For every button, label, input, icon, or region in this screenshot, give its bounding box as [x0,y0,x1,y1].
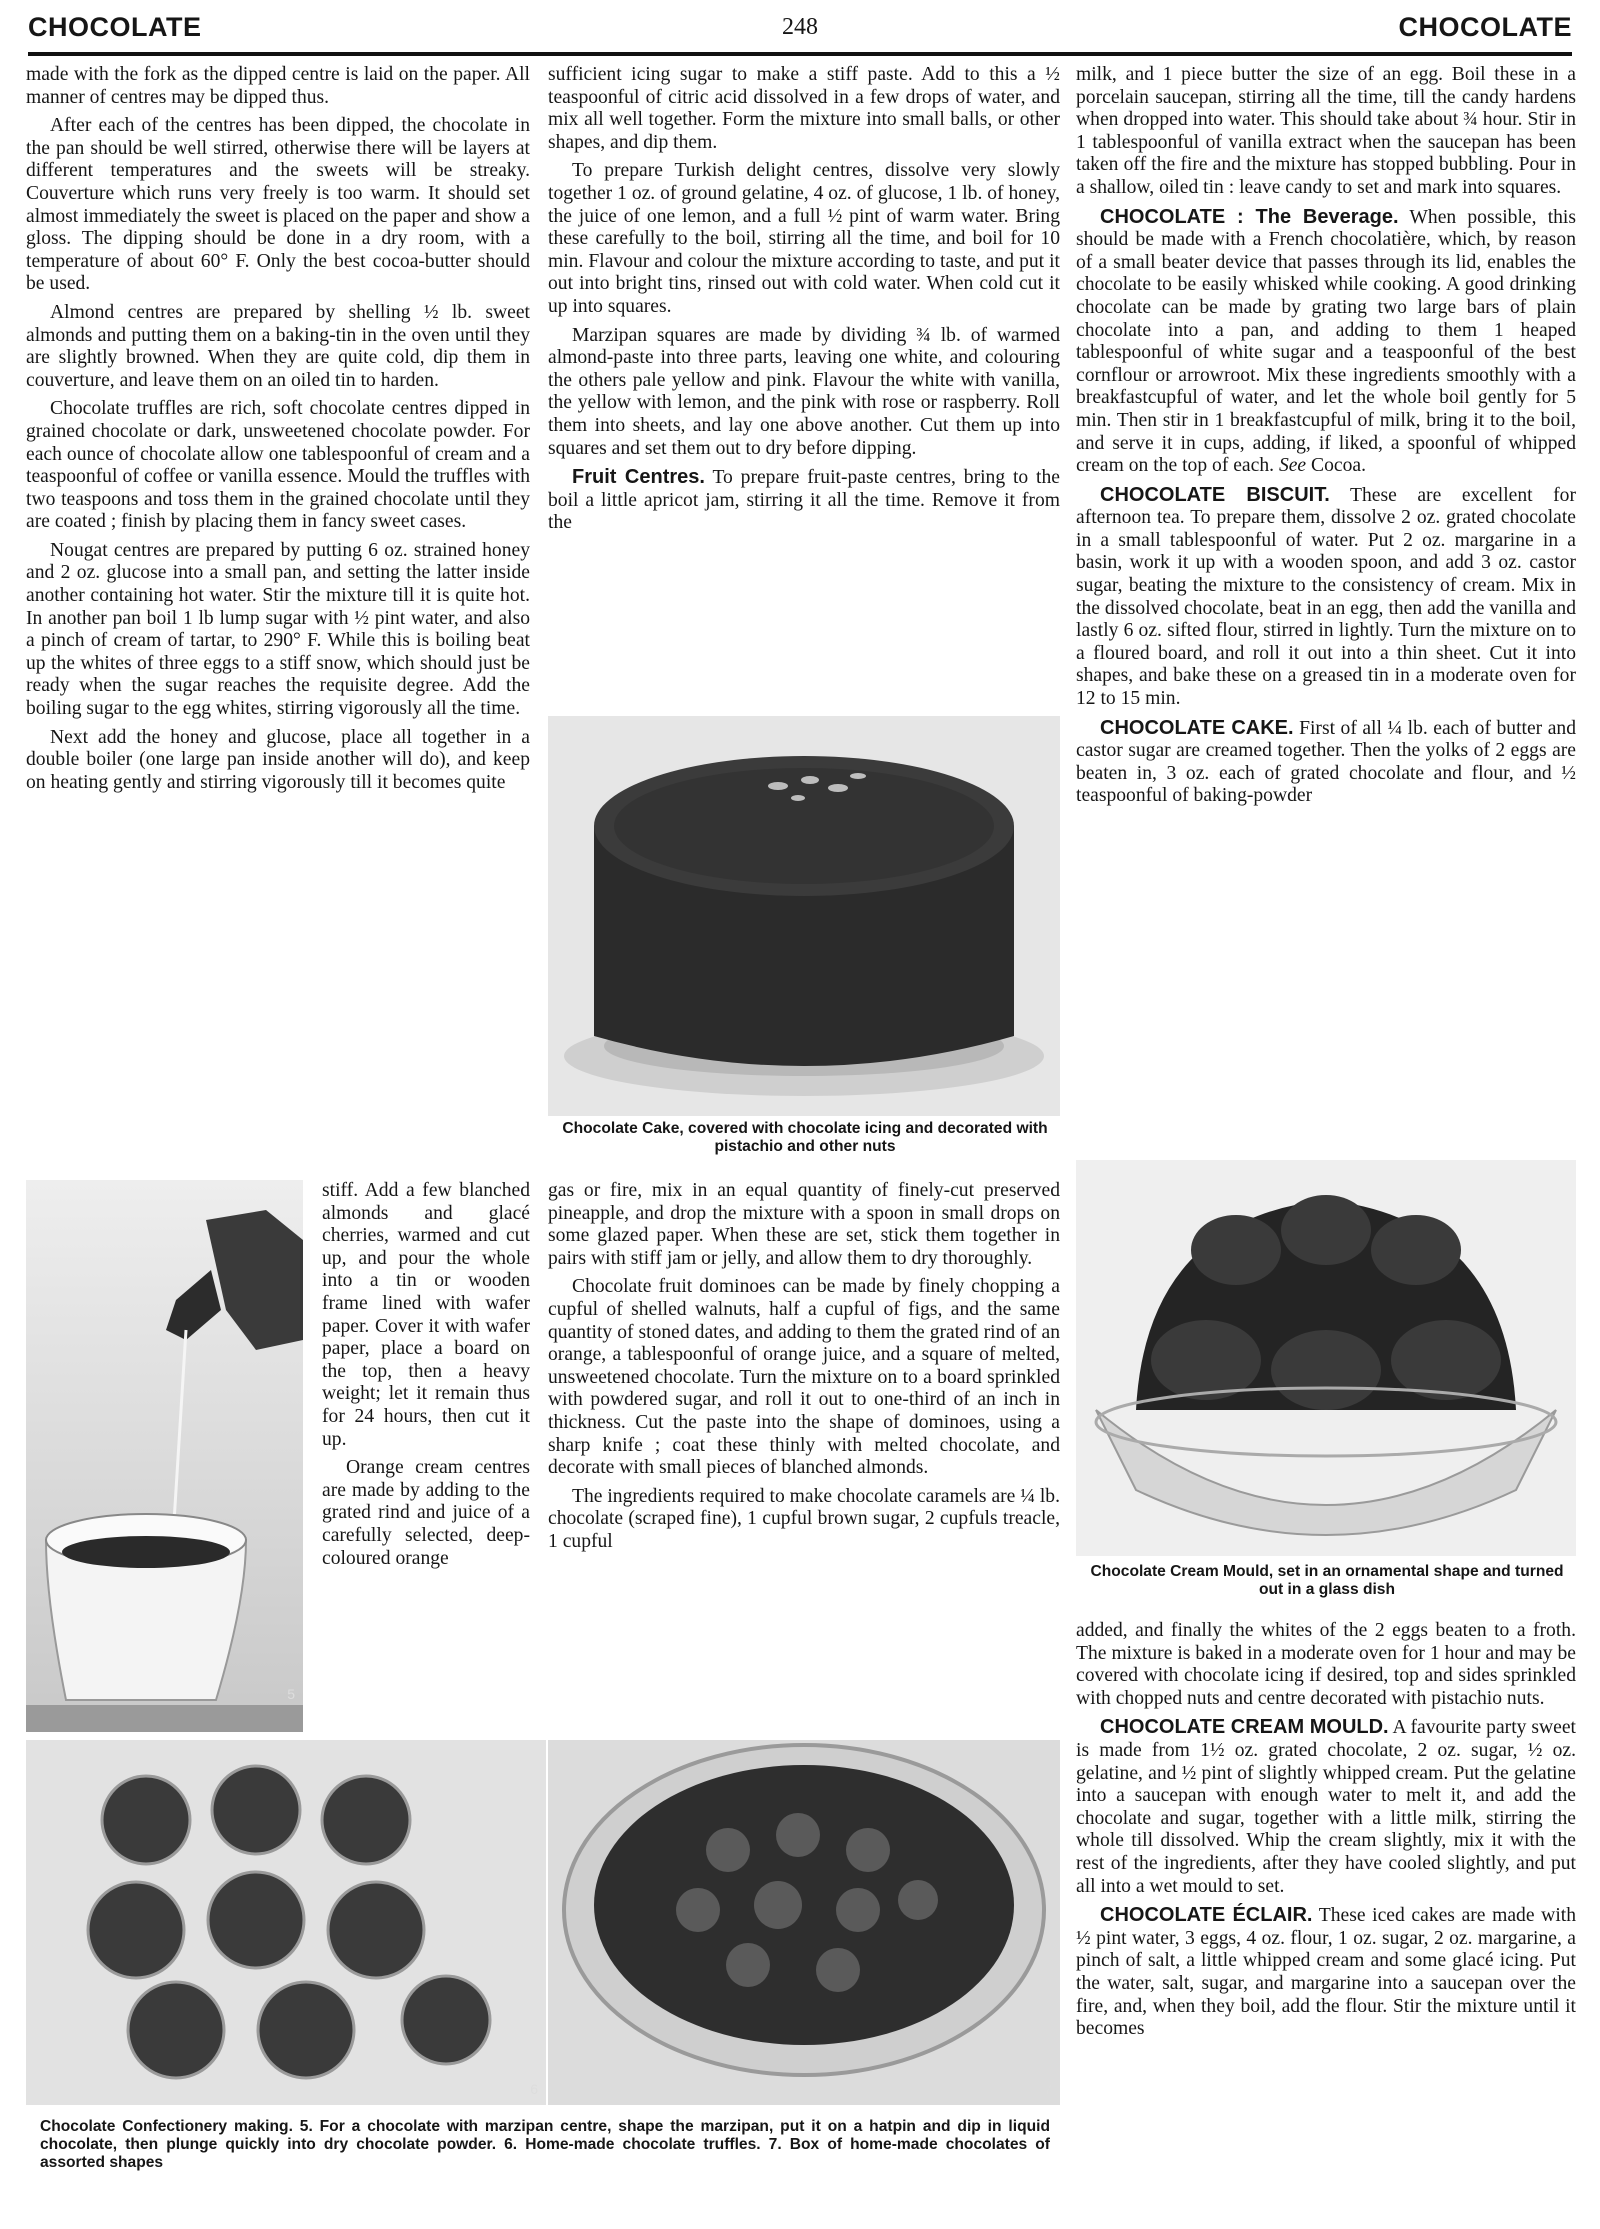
cake-caption: Chocolate Cake, covered with chocolate icing and decorated with pistachio and other nuts [562,1120,1048,1155]
col1-paragraph-1: made with the fork as the dipped centre is laid on the paper. All manner of centres may be dipped thus. [26,64,530,108]
figure-6-number: 6 [530,2081,538,2097]
chocolate-cake-photo [548,716,1060,1116]
cake-text: First of all ¼ lb. each of butter and castor sugar are creamed together. Then the yolks of 2 eggs are beaten in, 3 oz. each of grated chocolate and flour, and ½ teaspoonful of baking-powder [1076,717,1576,807]
eclair-text: These iced cakes are made with ½ pint water, 3 eggs, 4 oz. flour, 1 oz. sugar, 2 oz. margarine, a pinch of salt, a little whipped cream and some glacé icing. Put the water, salt, sugar, and margarine into a saucepan over the fire, and, when they boil, add the flour. Stir the mixture until it becomes [1076,1905,1577,2040]
col3-paragraph-2: added, and finally the whites of the 2 eggs beaten to a froth. The mixture is baked in a moderate oven for 1 hour and may be covered with chocolate icing if desired, top and sides sprinkled with chopped nuts and centre decorated with pistachio nuts. [1076,1620,1576,1709]
figure-7-photo [548,1740,1060,2105]
col2-paragraph-1: sufficient icing sugar to make a stiff paste. Add to this a ½ teaspoonful of citric acid dissolved in a few drops of water, and mix all well together. Form the mixture into small balls, or other shapes, and dip them. [548,64,1060,153]
eclair-paragraph [1076,1904,1576,2041]
mould-caption: Chocolate Cream Mould, set in an ornamental shape and turned out in a glass dish [1090,1563,1564,1598]
col1-narrow-paragraph-1: stiff. Add a few blanched almonds and glacé cherries, warmed and cut up, and pour the whole into a tin or wooden frame lined with wafer paper. Cover it with wafer paper, place a board on the top, then a heavy weight; let it remain thus for 24 hours, then cut it up. [322,1180,530,1450]
column-1 [26,64,530,1174]
see-label: See [1278,455,1307,477]
col1-paragraph-4: Chocolate truffles are rich, soft chocolate centres dipped in grained chocolate or dark, unsweetened chocolate powder. For each ounce of chocolate allow one tablespoonful of cream and a teaspoonful of coffee or vanilla essence. Mould the truffles with two teaspoons and toss them in the grained chocolate until they are coated ; finish by placing them in fancy sweet cases. [26,398,530,533]
fruit-centres-text: To prepare fruit-paste centres, bring to the boil a little apricot jam, stirring it all the time. Remove it from the [548,467,1060,534]
column-2 [548,64,1060,704]
col2-paragraph-6: The ingredients required to make chocolate caramels are ¼ lb. chocolate (scraped fine), 1 cupful brown sugar, 2 cupfuls treacle, 1 cupful [548,1485,1060,1552]
col2-paragraph-5: Chocolate fruit dominoes can be made by finely chopping a cupful of shelled walnuts, half a cupful of figs, and the same quantity of stoned dates, and adding to them the grated rind of an orange, a tablespoonful of orange juice, and a square of melted, unsweetened chocolate. Turn the mixture on to a board sprinkled with powdered sugar, and roll it out to one-third of an inch in thickness. Cut the paste into the shape of dominoes, using a sharp knife ; coat these thinly with melted chocolate, and decorate with small pieces of blanched almonds. [548,1276,1060,1479]
col1-narrow-paragraph-2: Orange cream centres are made by adding to the grated rind and juice of a carefully selected, deep-coloured orange [322,1457,530,1569]
header-rule [28,52,1572,56]
col2-paragraph-2: To prepare Turkish delight centres, dissolve very slowly together 1 oz. of ground gelatine, 4 oz. of glucose, 1 lb. of honey, the juice of one lemon, and a full ½ pint of warm water. Bring these carefully to the boil, stirring all the time, and boil for 10 min. Flavour and colour the mixture according to taste, and put it out into bright tins, rinsed out with cold water. When cold cut it up into squares. [548,160,1060,317]
bottom-caption: Chocolate Confectionery making. 5. For a chocolate with marzipan centre, shape the marzipan, put it on a hatpin and dip in liquid chocolate, then plunge quickly into dry chocolate powder. 6. Home-made chocolate truffles. 7. Box of home-made chocolates of assorted shapes [40,2118,1050,2171]
col1-paragraph-3: Almond centres are prepared by shelling ½ lb. sweet almonds and putting them on a baking-tin in the oven until they are slightly browned. When they are quite cold, dip them in couverture, and leave them on an oiled tin to harden. [26,301,530,391]
column-3 [1076,64,1576,1154]
col1-paragraph-6: Next add the honey and glucose, place all together in a double boiler (one large pan inside another will do), and keep on heating gently and stirring vigorously till it becomes quite [26,726,530,793]
col1-paragraph-2: After each of the centres has been dipped, the chocolate in the pan should be well stirred, otherwise there will be layers at different temperatures and the sweets will be streaky. Couverture which runs very freely is too warm. It should set almost immediately the sweet is placed on the paper and show a gloss. The dipping should be done in a dry room, with a temperature of about 60° F. Only the best cocoa-butter should be used. [26,115,530,295]
column-3-lower [1076,1620,1576,2220]
header-left-title: CHOCOLATE [28,12,202,42]
biscuit-heading: CHOCOLATE BISCUIT. [1100,483,1330,506]
truffles-illustration [26,1740,546,2105]
header-right-title: CHOCOLATE [1398,12,1572,42]
running-header [28,12,1572,48]
mould-heading: CHOCOLATE CREAM MOULD. [1100,1716,1389,1739]
col2-paragraph-fruit [548,466,1060,535]
biscuit-text: These are excellent for afternoon tea. To prepare them, dissolve 2 oz. grated chocolate in a small tablespoonful of water. Put 2 oz. margarine in a basin, work it up with a wooden spoon, and add 3 oz. castor sugar, beating the mixture to the consistency of cream. Mix in the dissolved chocolate, beat in an egg, then add the vanilla and lastly 6 oz. sifted flour, stirred in lightly. Turn the mixture on to a floured board, and roll it out into a thin sheet. Cut it into shapes, and bake these on a greased tin in a moderate oven for 12 to 15 min. [1076,484,1576,710]
chocolate-cake-illustration [548,716,1060,1116]
chocolate-box-illustration [548,1740,1060,2105]
fruit-centres-heading: Fruit Centres. [572,466,705,489]
figure-5-photo [26,1180,303,1732]
beverage-paragraph [1076,206,1576,478]
col1-paragraph-5: Nougat centres are prepared by putting 6 oz. strained honey and 2 oz. glucose into a small pan, and setting the latter inside another containing hot water. Stir the mixture till it is quite hot. In another pan boil 1 lb lump sugar with ½ pint water, and also a pinch of cream of tartar, to 290° F. While this is boiling beat up the whites of three eggs to a stiff snow, which should just be ready when the sugar reaches the requisite degree. Add the boiling sugar to the egg whites, stirring vigorously all the time. [26,539,530,720]
hatpin-dipping-illustration [26,1180,303,1732]
mould-paragraph [1076,1716,1576,1898]
col3-paragraph-1: milk, and 1 piece butter the size of an egg. Boil these in a porcelain saucepan, stirring all the time, till the candy hardens when dropped into water. This should take about ¾ hour. Stir in 1 tablespoonful of vanilla extract when the saucepan has been taken off the fire and the mixture has stopped bubbling. Pour in a shallow, oiled tin : leave candy to set and mark into squares. [1076,64,1576,198]
beverage-heading: CHOCOLATE : The Beverage. [1100,205,1399,228]
cake-paragraph [1076,717,1576,808]
figure-6-photo [26,1740,546,2105]
eclair-heading: CHOCOLATE ÉCLAIR. [1100,1904,1313,1927]
column-2-lower [548,1180,1060,1732]
cocoa-reference: Cocoa. [1311,455,1367,477]
mould-text: A favourite party sweet is made from 1½ oz. grated chocolate, 2 oz. sugar, ½ oz. gelatine, and ½ pint of slightly whipped cream. Put the gelatine into a saucepan with enough water to melt it, and add the chocolate and sugar, together with a little milk, stirring the whole till dissolved. Whip the cream slightly, mix it with the rest of the ingredients, after they have cooled slightly, and put all into a wet mould to set. [1076,1717,1576,1897]
page-number: 248 [782,14,818,40]
col2-paragraph-4: gas or fire, mix in an equal quantity of finely-cut preserved pineapple, and drop the mixture with a spoon in small drops on some glazed paper. When these are set, stick them together in pairs with stiff jam or jelly, and allow them to dry thoroughly. [548,1180,1060,1269]
beverage-text: When possible, this should be made with a French chocolatière, which, by reason of a small beater device that passes through its lid, enables the chocolate to be easily whisked while cooking. A good drinking chocolate can be made by grating two large bars of plain chocolate into a pan, and adding to them 1 heaped tablespoonful of white sugar and a teaspoonful of the best cornflour or arrowroot. Mix these ingredients smoothly with a breakfastcupful of water, and let the whole boil gently for 5 min. Then stir in 1 breakfastcupful of milk, bring it to the boil, and serve it in cups, adding, if liked, a spoonful of whipped cream on the top of each. [1076,206,1577,477]
figure-5-number: 5 [287,1686,295,1702]
cream-mould-illustration [1076,1160,1576,1556]
biscuit-paragraph [1076,484,1576,711]
figure-7-number: 7 [1044,2081,1052,2097]
cake-heading: CHOCOLATE CAKE. [1100,716,1294,739]
col2-paragraph-3: Marzipan squares are made by dividing ¾ lb. of warmed almond-paste into three parts, leaving one white, and colouring the others pale yellow and pink. Flavour the white with vanilla, the yellow with lemon, and the pink with rose or raspberry. Roll them into sheets, and lay one above another. Cut them up into squares and set them out to dry before dipping. [548,324,1060,459]
cream-mould-photo [1076,1160,1576,1556]
col1-narrow-text [322,1180,530,1732]
